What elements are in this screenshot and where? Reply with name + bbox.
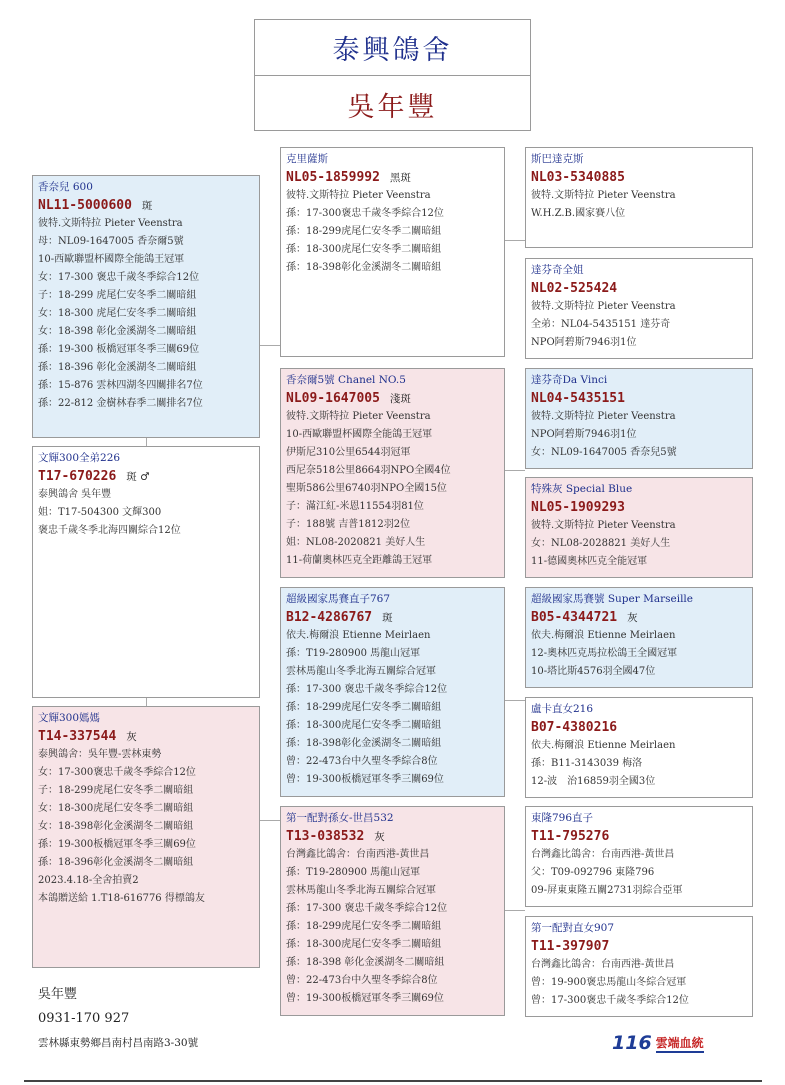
- ring-number: NL05-1909293: [531, 500, 625, 515]
- info-line: 孫：18-398彰化金溪湖冬二關暗組: [286, 738, 442, 749]
- ring-number: T13-038532: [286, 829, 365, 844]
- info-line: 女：18-398彰化金溪湖冬二關暗組: [38, 821, 194, 832]
- ring-number: NL04-5435151: [531, 391, 625, 406]
- info-line: 女：NL09-1647005 香奈兒5號: [531, 447, 677, 458]
- info-line: 台灣鑫比鴿舍：台南西港-黃世昌: [286, 849, 430, 860]
- pigeon-name: 文輝300全弟226: [38, 452, 121, 464]
- info-line: 曾：19-900褒忠馬龍山冬綜合冠軍: [531, 977, 687, 988]
- ring-number: NL03-5340885: [531, 170, 625, 185]
- info-line: 10-西歐聯盟杯國際全能鴿王冠軍: [38, 254, 185, 265]
- info-line: 孫：22-812 金樹林春季二關排名7位: [38, 398, 203, 409]
- ring-row: [531, 497, 747, 517]
- info-line: 12-波 治16859羽全國3位: [531, 776, 656, 787]
- owner-name: 吳年豐: [347, 91, 438, 123]
- info-line: 西尼奈518公里8664羽NPO全國4位: [286, 465, 451, 476]
- info-line: 孫：19-300 板橋冠軍冬季三關69位: [38, 344, 200, 355]
- info-line: 彼特.文斯特拉 Pieter Veenstra: [531, 301, 676, 312]
- info-line: 女：17-300褒忠千歲冬季綜合12位: [38, 767, 196, 778]
- ring-row: [286, 167, 499, 187]
- pigeon-name: 達芬奇全姐: [531, 264, 584, 276]
- info-line: 姐：NL08-2020821 美好人生: [286, 537, 426, 548]
- info-line: 彼特.文斯特拉 Pieter Veenstra: [531, 520, 676, 531]
- pigeon-color: 淺斑: [389, 393, 411, 405]
- info-line: 彼特.文斯特拉 Pieter Veenstra: [38, 218, 183, 229]
- ring-number: NL05-1859992: [286, 170, 380, 185]
- ring-row: [531, 278, 747, 298]
- sire-dam-sire-box: [525, 368, 753, 469]
- footer: [38, 983, 198, 1055]
- info-line: 彼特.文斯特拉 Pieter Veenstra: [286, 190, 431, 201]
- dam-dam-sire-box: [525, 806, 753, 907]
- info-line: 依夫.梅爾浪 Etienne Meirlaen: [286, 630, 431, 641]
- sire-dam-dam-box: [525, 477, 753, 578]
- pigeon-name: 斯巴達克斯: [531, 153, 584, 165]
- pigeon-name: 超級國家馬賽號 Super Marseille: [531, 593, 694, 605]
- ring-number: NL09-1647005: [286, 391, 380, 406]
- info-line: 孫：18-300虎尾仁安冬季二關暗組: [286, 244, 442, 255]
- footer-address: 雲林縣東勢鄉昌南村昌南路3-30號: [38, 1037, 199, 1049]
- connector: [146, 698, 147, 706]
- info-line: 12-奧林匹克馬拉松鴿王全國冠軍: [531, 648, 678, 659]
- connector: [260, 820, 280, 821]
- info-line: 孫：18-398彰化金溪湖冬二關暗組: [286, 262, 442, 273]
- info-line: 曾：19-300板橋冠軍冬季三關69位: [286, 774, 444, 785]
- ring-number: T17-670226: [38, 469, 117, 484]
- connector: [505, 700, 525, 701]
- info-line: 09-屏東東隆五關2731羽綜合亞軍: [531, 885, 683, 896]
- info-line: 台灣鑫比鴿舍：台南西港-黃世昌: [531, 849, 675, 860]
- info-line: NPO阿碧斯7946羽1位: [531, 429, 637, 440]
- pigeon-color: 斑: [382, 612, 393, 624]
- dam-dam-dam-box: [525, 916, 753, 1017]
- ring-row: [286, 826, 499, 846]
- info-line: 子：18-299 虎尾仁安冬季二關暗組: [38, 290, 197, 301]
- info-line: 2023.4.18-全舍拍賣2: [38, 875, 139, 886]
- info-line: 11-荷蘭奧林匹克全距離鴿王冠軍: [286, 555, 433, 566]
- info-line: 孫：17-300 褒忠千歲冬季綜合12位: [286, 684, 448, 695]
- pigeon-name: 第一配對孫女-世昌532: [286, 812, 394, 824]
- info-line: 孫：17-300 褒忠千歲冬季綜合12位: [286, 903, 448, 914]
- info-line: 孫：18-396 彰化金溪湖冬二關暗組: [38, 362, 197, 373]
- ring-number: B07-4380216: [531, 720, 618, 735]
- ring-row: [531, 167, 747, 187]
- ring-row: [531, 826, 747, 846]
- info-line: 10-西歐聯盟杯國際全能鴿王冠軍: [286, 429, 433, 440]
- pigeon-name: 超級國家馬賽直子767: [286, 593, 391, 605]
- info-line: 曾：17-300褒忠千歲冬季綜合12位: [531, 995, 689, 1006]
- info-line: 孫：18-396彰化金溪湖冬二關暗組: [38, 857, 194, 868]
- info-line: 子：滿江紅-米恩11554羽81位: [286, 501, 424, 512]
- info-line: 依夫.梅爾浪 Etienne Meirlaen: [531, 740, 676, 751]
- pigeon-color: 灰: [627, 612, 638, 624]
- ring-number: NL02-525424: [531, 281, 618, 296]
- connector: [505, 910, 525, 911]
- ring-row: [531, 936, 747, 956]
- footer-phone: 0931-170 927: [38, 1011, 130, 1026]
- pigeon-color: 斑 ♂: [126, 471, 150, 483]
- pigeon-color: 斑: [141, 200, 153, 212]
- pigeon-color: 黑斑: [389, 172, 411, 184]
- sire-dam-box: [280, 368, 505, 578]
- info-line: 孫：18-299虎尾仁安冬季二關暗組: [286, 226, 442, 237]
- info-line: 子：188號 吉普1812羽2位: [286, 519, 411, 530]
- ring-number: T14-337544: [38, 729, 117, 744]
- sire-sire-sire-box: [525, 147, 753, 248]
- bottom-rule: [24, 1080, 762, 1082]
- info-line: 全弟：NL04-5435151 達芬奇: [531, 319, 671, 330]
- info-line: 彼特.文斯特拉 Pieter Veenstra: [286, 411, 431, 422]
- info-line: 孫：B11-3143039 梅洛: [531, 758, 643, 769]
- ring-row: [38, 195, 254, 215]
- info-line: 雲林馬龍山冬季北海五關綜合冠軍: [286, 885, 436, 896]
- ring-number: B05-4344721: [531, 610, 618, 625]
- info-line: 母：NL09-1647005 香奈爾5號: [38, 236, 184, 247]
- info-line: 孫：18-299虎尾仁安冬季二關暗組: [286, 702, 442, 713]
- pigeon-name: 香奈爾5號 Chanel NO.5: [286, 374, 406, 386]
- info-line: 孫：18-300虎尾仁安冬季二關暗組: [286, 720, 442, 731]
- info-line: 女：NL08-2028821 美好人生: [531, 538, 671, 549]
- pigeon-name: 香奈兒 600: [38, 181, 93, 193]
- ring-number: T11-397907: [531, 939, 610, 954]
- connector: [505, 240, 525, 241]
- info-line: 褒忠千歲冬季北海四關綜合12位: [38, 525, 181, 536]
- info-line: 孫：T19-280900 馬龍山冠軍: [286, 648, 421, 659]
- ring-row: [531, 717, 747, 737]
- ring-number: B12-4286767: [286, 610, 373, 625]
- info-line: 女：18-398 彰化金溪湖冬二關暗組: [38, 326, 197, 337]
- dam-sire-sire-box: [525, 587, 753, 688]
- pigeon-name: 達芬奇Da Vinci: [531, 374, 608, 386]
- info-line: 泰興鴿舍：吳年豐-雲林東勢: [38, 749, 162, 760]
- dam-box: [32, 706, 260, 968]
- info-line: 泰興鴿舍 吳年豐: [38, 489, 112, 500]
- info-line: 10-塔比斯4576羽全國47位: [531, 666, 656, 677]
- ring-row: [38, 726, 254, 746]
- info-line: 女：18-300虎尾仁安冬季二關暗組: [38, 803, 194, 814]
- pigeon-name: 特殊灰 Special Blue: [531, 483, 633, 495]
- pigeon-name: 克里薩斯: [286, 153, 328, 165]
- info-line: 父：T09-092796 東隆796: [531, 867, 655, 878]
- info-line: W.H.Z.B.國家賽八位: [531, 208, 626, 219]
- footer-owner-name: 吳年豐: [38, 987, 78, 1002]
- logo-number: 116: [612, 1032, 652, 1054]
- info-line: 雲林馬龍山冬季北海五關綜合冠軍: [286, 666, 436, 677]
- info-line: 孫：17-300褒忠千歲冬季綜合12位: [286, 208, 444, 219]
- sire-sire-box: [280, 147, 505, 357]
- info-line: 11-德國奧林匹克全能冠軍: [531, 556, 648, 567]
- connector: [260, 345, 280, 346]
- info-line: 孫：18-398 彰化金溪湖冬二關暗組: [286, 957, 445, 968]
- dam-sire-box: [280, 587, 505, 797]
- info-line: 孫：19-300板橋冠軍冬季三關69位: [38, 839, 196, 850]
- ring-row: [38, 466, 254, 486]
- pigeon-name: 東隆796直子: [531, 812, 594, 824]
- info-line: 曾：22-473台中久聖冬季綜合8位: [286, 756, 438, 767]
- info-line: 伊斯尼310公里6544羽冠軍: [286, 447, 411, 458]
- info-line: 曾：19-300板橋冠軍冬季三關69位: [286, 993, 444, 1004]
- info-line: 彼特.文斯特拉 Pieter Veenstra: [531, 190, 676, 201]
- info-line: 孫：T19-280900 馬龍山冠軍: [286, 867, 421, 878]
- info-line: 依夫.梅爾浪 Etienne Meirlaen: [531, 630, 676, 641]
- pigeon-name: 盧卡直女216: [531, 703, 594, 715]
- info-line: 孫：15-876 雲林四湖冬四關排名7位: [38, 380, 203, 391]
- sire-box: [32, 175, 260, 438]
- info-line: 彼特.文斯特拉 Pieter Veenstra: [531, 411, 676, 422]
- dam-sire-dam-box: [525, 697, 753, 798]
- pigeon-color: 灰: [374, 831, 385, 843]
- dam-dam-box: [280, 806, 505, 1016]
- pigeon-color: 灰: [126, 731, 137, 743]
- info-line: 女：18-300 虎尾仁安冬季二關暗組: [38, 308, 197, 319]
- info-line: 本鴿贈送給 1.T18-616776 得標鴿友: [38, 893, 205, 904]
- info-line: NPO阿碧斯7946羽1位: [531, 337, 637, 348]
- info-line: 孫：18-299虎尾仁安冬季二關暗組: [286, 921, 442, 932]
- info-line: 子：18-299虎尾仁安冬季二關暗組: [38, 785, 194, 796]
- ring-number: NL11-5000600: [38, 198, 132, 213]
- loft-name: 泰興鴿舍: [255, 20, 530, 76]
- info-line: 台灣鑫比鴿舍：台南西港-黃世昌: [531, 959, 675, 970]
- info-line: 曾：22-473台中久聖冬季綜合8位: [286, 975, 438, 986]
- info-line: 孫：18-300虎尾仁安冬季二關暗組: [286, 939, 442, 950]
- pigeon-name: 第一配對直女907: [531, 922, 615, 934]
- ring-row: [286, 388, 499, 408]
- info-line: 姐：T17-504300 文輝300: [38, 507, 162, 518]
- pigeon-name: 文輝300媽媽: [38, 712, 101, 724]
- info-line: 聖斯586公里6740羽NPO全國15位: [286, 483, 447, 494]
- connector: [146, 438, 147, 446]
- connector: [505, 470, 525, 471]
- ring-row: [531, 607, 747, 627]
- subject-box: [32, 446, 260, 698]
- ring-row: [531, 388, 747, 408]
- ring-number: T11-795276: [531, 829, 610, 844]
- ring-row: [286, 607, 499, 627]
- logo-text: 雲端血統: [656, 1034, 704, 1053]
- logo: [612, 1032, 704, 1054]
- info-line: 女：17-300 褒忠千歲冬季綜合12位: [38, 272, 200, 283]
- title-box: [254, 19, 531, 131]
- sire-sire-dam-box: [525, 258, 753, 359]
